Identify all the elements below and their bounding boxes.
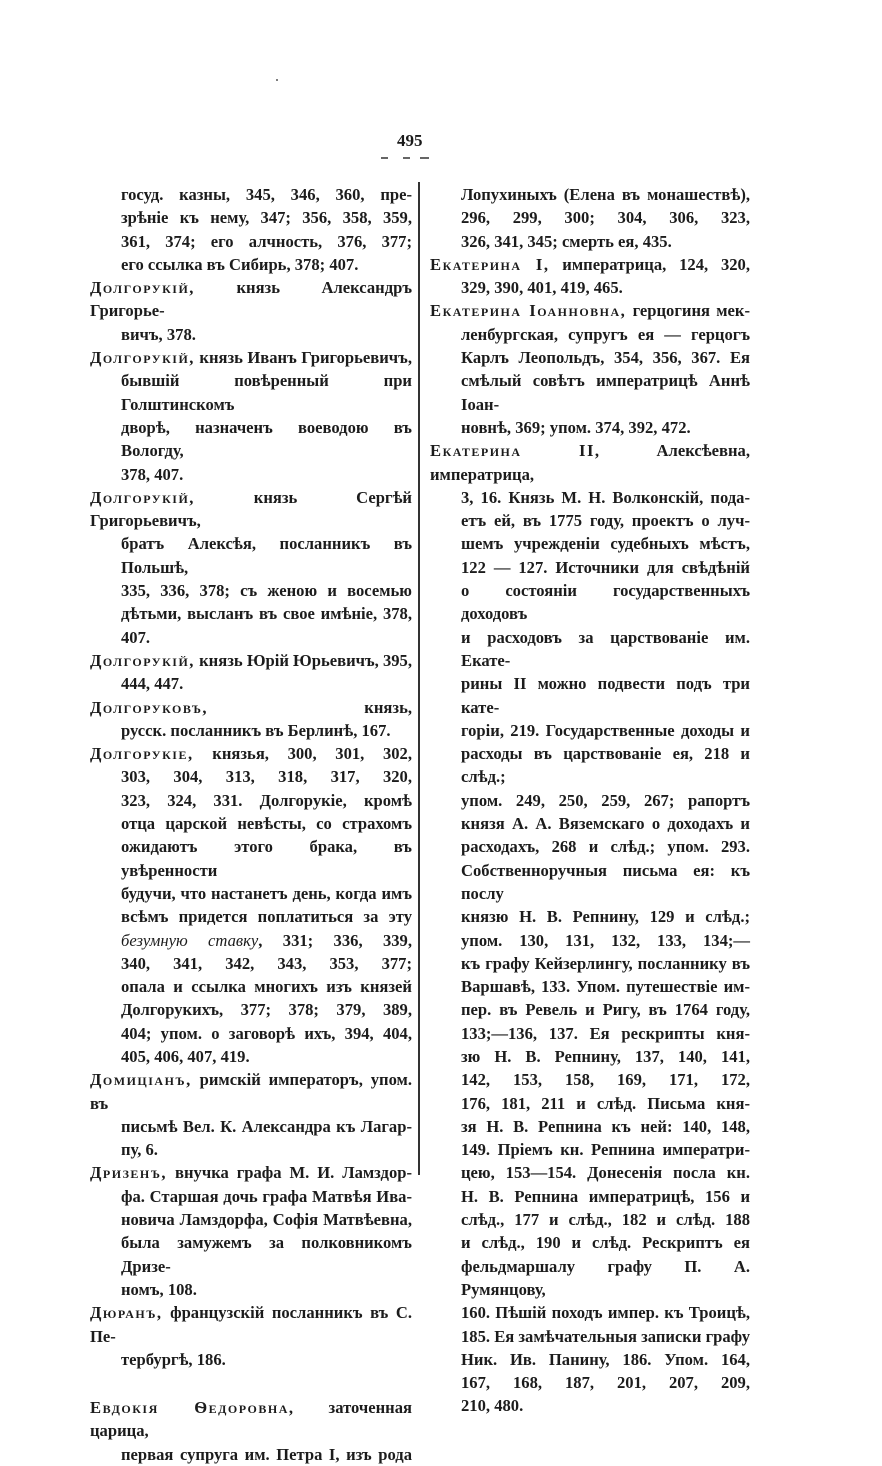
- entry-text: письмѣ Вел. К. Александра къ Лагар-: [121, 1116, 412, 1136]
- entry-text: 340, 341, 342, 343, 353, 377;: [121, 953, 412, 973]
- entry-line: [461, 1301, 750, 1324]
- entry-line: [121, 998, 412, 1021]
- entry-headword: Долгорукій,: [90, 487, 195, 507]
- entry-text: вичъ, 378.: [121, 324, 196, 344]
- entry-text: 404; упом. о заговорѣ ихъ, 394, 404,: [121, 1023, 412, 1043]
- entry-text: госуд. казны, 345, 346, 360, пре-: [121, 185, 412, 204]
- entry-line: [430, 299, 750, 322]
- entry-headword: Долгорукіе,: [90, 744, 194, 764]
- index-entry: [90, 1396, 412, 1466]
- entry-text: князю Н. В. Репнину, 129 и слѣд.;: [461, 907, 750, 927]
- page-number: 495: [397, 131, 423, 150]
- entry-line: [461, 1161, 750, 1184]
- entry-text: заточенная царица,: [90, 1398, 412, 1441]
- index-entry: [90, 486, 412, 649]
- entry-text: 329, 390, 401, 419, 465.: [461, 278, 623, 298]
- entry-line: [90, 486, 412, 533]
- entry-line: [90, 1301, 412, 1348]
- entry-line: [90, 1068, 412, 1115]
- entry-line: [461, 1045, 750, 1068]
- entry-line: [121, 975, 412, 998]
- entry-line: [121, 789, 412, 812]
- entry-text: 176, 181, 211 и слѣд. Письма кня-: [461, 1093, 750, 1113]
- entry-line: [461, 998, 750, 1021]
- entry-text: о состояніи государственныхъ доходовъ: [461, 581, 750, 624]
- entry-line: [461, 742, 750, 789]
- entry-text: Долгорукихъ, 377; 378; 379, 389,: [121, 1000, 412, 1020]
- entry-line: [461, 929, 750, 952]
- column-divider: [418, 182, 420, 1175]
- entry-line: [461, 183, 750, 206]
- entry-line: [430, 253, 750, 276]
- entry-line: [461, 952, 750, 975]
- entry-headword: Евдокія Ѳедоровна,: [90, 1398, 295, 1418]
- index-entry-continuation: [430, 183, 750, 253]
- entry-line: [461, 1231, 750, 1254]
- index-entry: [90, 742, 412, 1068]
- entry-line: [461, 1138, 750, 1161]
- entry-headword: Долгорукій,: [90, 278, 195, 298]
- entry-text: 122 — 127. Источники для свѣдѣній: [461, 557, 750, 577]
- header-rule: [403, 157, 410, 159]
- entry-line: [121, 532, 412, 579]
- entry-text: 185. Ея замѣчательныя записки графу: [461, 1326, 751, 1346]
- entry-text: 296, 299, 300; 304, 306, 323,: [461, 208, 750, 228]
- entry-line: [461, 1394, 750, 1417]
- entry-text: герцогиня мек-: [626, 301, 750, 321]
- index-entry: [90, 1301, 412, 1371]
- entry-line: [461, 416, 750, 439]
- entry-text: 405, 406, 407, 419.: [121, 1046, 250, 1066]
- entry-line: [90, 276, 412, 323]
- entry-headword: Долгорукій,: [90, 650, 195, 670]
- entry-text: отца царской невѣсты, со страхомъ: [121, 814, 412, 834]
- entry-line: [121, 369, 412, 416]
- entry-line: [461, 1022, 750, 1045]
- entry-text: первая супруга им. Петра I, изъ рода: [121, 1444, 412, 1464]
- entry-text: 210, 480.: [461, 1396, 524, 1416]
- entry-line: [461, 626, 750, 673]
- entry-text: Ник. Ив. Панину, 186. Упом. 164,: [461, 1349, 750, 1369]
- entry-line: [461, 859, 750, 906]
- entry-line: [430, 439, 750, 486]
- entry-text: шемъ учрежденіи судебныхъ мѣстъ,: [461, 534, 750, 554]
- entry-line: [461, 230, 750, 253]
- entry-text: 303, 304, 313, 318, 317, 320,: [121, 767, 412, 787]
- entry-text: новича Ламздорфа, Софія Матвѣевна,: [121, 1210, 412, 1230]
- entry-text: зя Н. В. Репнина къ ней: 140, 148,: [461, 1116, 750, 1136]
- entry-text: тербургѣ, 186.: [121, 1349, 226, 1369]
- entry-text: внучка графа М. И. Ламздор-: [167, 1163, 412, 1183]
- entry-text: упом. 130, 131, 132, 133, 134;—: [461, 930, 750, 950]
- entry-text: зю Н. В. Репнину, 137, 140, 141,: [461, 1046, 750, 1066]
- entry-text: французскій посланникъ въ С. Пе-: [90, 1303, 412, 1346]
- entry-line: [461, 789, 750, 812]
- entry-line: [90, 1396, 412, 1443]
- entry-headword: Домиціанъ,: [90, 1070, 192, 1090]
- entry-text: князья, 300, 301, 302,: [193, 744, 412, 764]
- entry-line: [121, 602, 412, 625]
- entry-line: [461, 1092, 750, 1115]
- entry-text: императрица, 124, 320,: [549, 254, 750, 274]
- entry-text: его ссылка въ Сибирь, 378; 407.: [121, 254, 359, 274]
- header-rule: [420, 157, 429, 159]
- entry-text: смѣлый совѣтъ императрицѣ Аннѣ Іоан-: [461, 371, 750, 414]
- entry-text: расходахъ, 268 и слѣд.; упом. 293.: [461, 837, 750, 857]
- entry-text: 407.: [121, 627, 151, 647]
- entry-text: дѣтьми, высланъ въ свое имѣніе, 378,: [121, 604, 412, 624]
- entry-text: и расходовъ за царствованіе им. Екате-: [461, 627, 750, 670]
- entry-text: фа. Старшая дочь графа Матвѣя Ива-: [121, 1186, 412, 1206]
- entry-line: [461, 323, 750, 346]
- entry-line: [461, 276, 750, 299]
- entry-text: упом. 249, 250, 259, 267; рапортъ: [461, 790, 750, 810]
- entry-text: Алексѣевна, императрица,: [430, 441, 750, 484]
- entry-text: пер. въ Ревель и Ригу, въ 1764 году,: [461, 1000, 750, 1020]
- entry-headword: Екатерина II,: [430, 441, 601, 461]
- entry-line: [121, 835, 412, 882]
- entry-text: всѣмъ придется поплатиться за эту: [121, 907, 412, 927]
- entry-line: [461, 672, 750, 719]
- entry-line: [461, 369, 750, 416]
- index-entry: [90, 346, 412, 486]
- entry-line: [121, 1208, 412, 1231]
- entry-line: [461, 812, 750, 835]
- entry-text: Карлъ Леопольдъ, 354, 356, 367. Ея: [461, 348, 750, 368]
- entry-text: 335, 336, 378; съ женою и восемью: [121, 581, 412, 601]
- index-entry: [90, 1161, 412, 1301]
- entry-line: [461, 835, 750, 858]
- entry-line: [121, 1348, 412, 1371]
- entry-line: [121, 929, 412, 952]
- entry-text: 160. Пѣшій походъ импер. къ Троицѣ,: [461, 1303, 750, 1323]
- entry-line: [121, 1231, 412, 1278]
- entry-text: ленбургская, супругъ ея — герцогъ: [461, 324, 750, 344]
- entry-line: [461, 509, 750, 532]
- entry-headword: Дюранъ,: [90, 1303, 163, 1323]
- print-speck: [276, 79, 278, 81]
- header-rule: [381, 157, 388, 159]
- entry-italic-phrase: безумную ставку: [121, 930, 259, 950]
- entry-text: ожидаютъ этого брака, въ увѣренности: [121, 837, 412, 880]
- index-entry-continuation: [90, 183, 412, 276]
- entry-text: 142, 153, 158, 169, 171, 172,: [461, 1070, 750, 1090]
- entry-text: князь Иванъ Григорьевичъ,: [194, 348, 412, 368]
- entry-line: [121, 1115, 412, 1138]
- entry-line: [121, 253, 412, 276]
- entry-line: [461, 975, 750, 998]
- entry-line: [121, 323, 412, 346]
- entry-text: цею, 153—154. Донесенія посла кн.: [461, 1163, 750, 1183]
- entry-line: [121, 905, 412, 928]
- entry-line: [121, 1278, 412, 1301]
- entry-line: [461, 1371, 750, 1394]
- entry-line: [461, 1115, 750, 1138]
- entry-text: слѣд., 177 и слѣд., 182 и слѣд. 188: [461, 1210, 750, 1230]
- entry-text: къ графу Кейзерлингу, посланнику въ: [461, 953, 750, 973]
- entry-headword: Долгоруковъ,: [90, 697, 209, 717]
- entry-text: 149. Пріемъ кн. Репнина императри-: [461, 1140, 750, 1160]
- entry-line: [461, 719, 750, 742]
- index-column-right: [430, 183, 750, 1418]
- entry-text: римскій императоръ, упом. въ: [90, 1070, 412, 1113]
- entry-line: [121, 1045, 412, 1068]
- entry-text: дворѣ, назначенъ воеводою въ Вологду,: [121, 417, 412, 461]
- entry-line: [461, 346, 750, 369]
- entry-line: [461, 1068, 750, 1091]
- index-entry: [430, 253, 750, 300]
- entry-text: 444, 447.: [121, 674, 184, 694]
- index-column-left: [90, 183, 412, 1466]
- index-entry: [430, 439, 750, 1417]
- entry-text: князя А. А. Вяземскаго о доходахъ и: [461, 814, 750, 834]
- entry-line: [461, 1208, 750, 1231]
- entry-text: была замужемъ за полковникомъ Дризе-: [121, 1233, 412, 1276]
- entry-line: [90, 346, 412, 369]
- entry-text: расходы въ царствованіе ея, 218 и слѣд.;: [461, 744, 750, 787]
- index-entry: [90, 276, 412, 346]
- entry-text: будучи, что настанетъ день, когда имъ: [121, 883, 412, 903]
- entry-line: [90, 649, 412, 672]
- entry-line: [461, 1185, 750, 1208]
- entry-text: Лопухиныхъ (Елена въ монашествѣ),: [461, 185, 750, 204]
- entry-headword: Дризенъ,: [90, 1163, 168, 1183]
- entry-line: [90, 696, 412, 719]
- entry-line: [461, 579, 750, 626]
- entry-line: [121, 206, 412, 229]
- entry-headword: Екатерина I,: [430, 254, 550, 274]
- entry-text: Н. В. Репнина императрицѣ, 156 и: [461, 1186, 750, 1206]
- entry-line: [121, 579, 412, 602]
- entry-line: [121, 463, 412, 486]
- index-entry: [90, 649, 412, 696]
- entry-line: [461, 532, 750, 555]
- entry-text: Собственноручныя письма ея: къ послу: [461, 860, 750, 903]
- index-entry: [90, 696, 412, 743]
- entry-text: рины II можно подвести подъ три кате-: [461, 674, 750, 717]
- entry-text: горіи, 219. Государственные доходы и: [461, 720, 750, 740]
- entry-text: зрѣніе къ нему, 347; 356, 358, 359,: [121, 208, 412, 228]
- entry-line: [121, 626, 412, 649]
- entry-text: 3, 16. Князь М. Н. Волконскій, пода-: [461, 487, 750, 507]
- entry-line: [121, 719, 412, 742]
- entry-text: братъ Алексѣя, посланникъ въ Польшѣ,: [121, 534, 412, 577]
- entry-line: [121, 1443, 412, 1466]
- entry-text: и слѣд., 190 и слѣд. Рескриптъ ея: [461, 1233, 750, 1253]
- entry-line: [90, 1161, 412, 1184]
- entry-line: [121, 416, 412, 463]
- entry-text: 326, 341, 345; смерть ея, 435.: [461, 231, 672, 251]
- entry-line: [461, 486, 750, 509]
- entry-line: [461, 556, 750, 579]
- entry-line: [461, 905, 750, 928]
- entry-line: [90, 742, 412, 765]
- entry-text: русск. посланникъ въ Берлинѣ, 167.: [121, 720, 391, 740]
- entry-text: бывшій повѣренный при Голштинскомъ: [121, 371, 412, 414]
- entry-text: князь Юрій Юрьевичъ, 395,: [194, 650, 412, 670]
- entry-line: [121, 812, 412, 835]
- entry-text: новнѣ, 369; упом. 374, 392, 472.: [461, 417, 691, 437]
- entry-line: [121, 1022, 412, 1045]
- entry-line: [121, 183, 412, 206]
- entry-text: , 331; 336, 339,: [258, 930, 412, 950]
- entry-headword: Екатерина Іоанновна,: [430, 301, 627, 321]
- entry-line: [461, 1255, 750, 1302]
- entry-text: князь Сергѣй Григорьевичъ,: [90, 487, 412, 531]
- entry-text: 167, 168, 187, 201, 207, 209,: [461, 1373, 750, 1393]
- entry-text: опала и ссылка многихъ изъ князей: [121, 977, 412, 997]
- entry-line: [121, 765, 412, 788]
- entry-headword: Долгорукій,: [90, 348, 195, 368]
- entry-text: етъ ей, въ 1775 году, проектъ о луч-: [461, 511, 750, 531]
- entry-text: пу, 6.: [121, 1140, 158, 1160]
- entry-line: [121, 1185, 412, 1208]
- entry-text: князь Александръ Григорье-: [90, 278, 412, 321]
- entry-text: фельдмаршалу графу П. А. Румянцову,: [461, 1256, 750, 1299]
- index-entry: [90, 1068, 412, 1161]
- entry-line: [121, 882, 412, 905]
- index-entry: [430, 299, 750, 439]
- entry-line: [121, 952, 412, 975]
- entry-text: номъ, 108.: [121, 1279, 197, 1299]
- entry-line: [461, 1348, 750, 1371]
- entry-line: [121, 1138, 412, 1161]
- entry-text: князь,: [208, 697, 412, 717]
- entry-line: [121, 230, 412, 253]
- entry-text: 323, 324, 331. Долгорукіе, кромѣ: [121, 790, 412, 810]
- entry-text: Варшавѣ, 133. Упом. путешествіе им-: [461, 977, 750, 997]
- entry-text: 361, 374; его алчность, 376, 377;: [121, 231, 412, 251]
- entry-line: [461, 1325, 750, 1348]
- entry-text: 378, 407.: [121, 464, 184, 484]
- entry-line: [461, 206, 750, 229]
- entry-line: [121, 672, 412, 695]
- entry-text: 133;—136, 137. Ея рескрипты кня-: [461, 1023, 750, 1043]
